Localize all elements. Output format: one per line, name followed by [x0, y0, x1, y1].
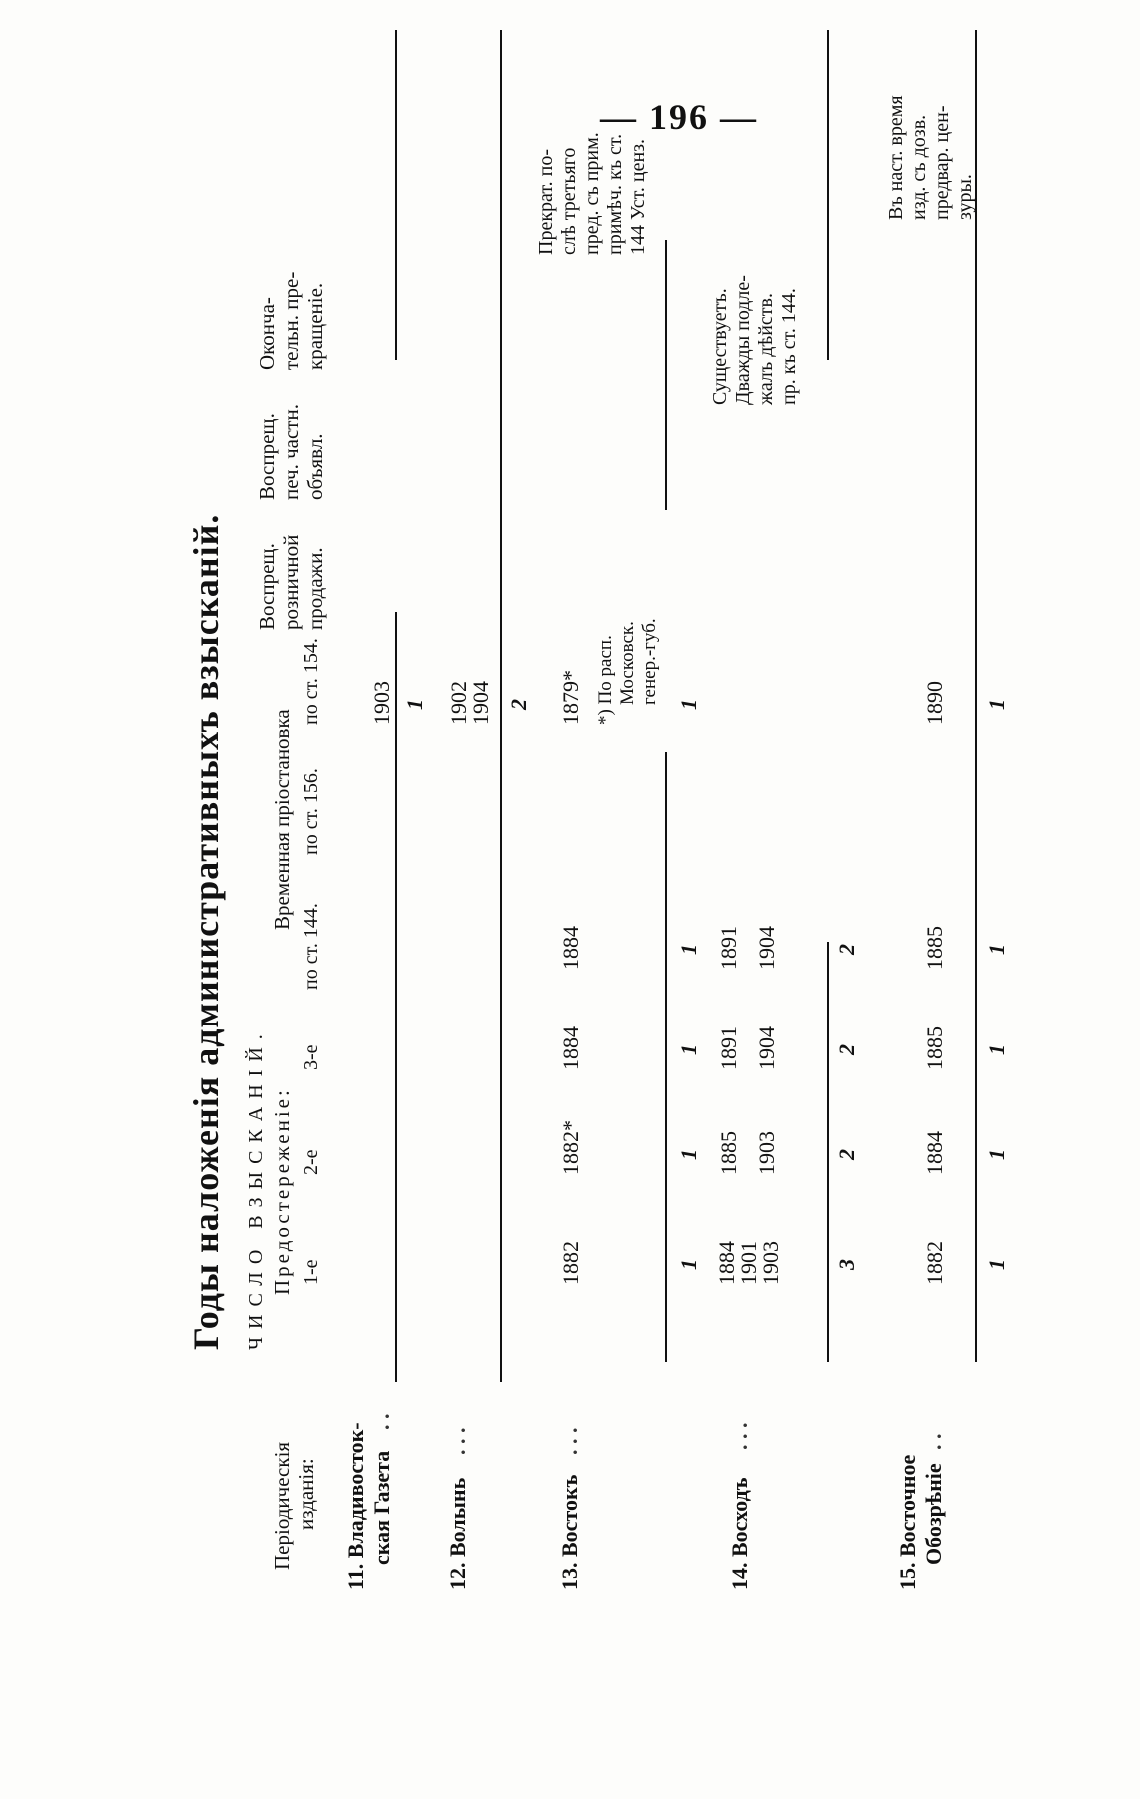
col-head-periodicals: [270, 1442, 318, 1570]
row-13-remark-5: 144 Уст. ценз.: [627, 138, 649, 255]
row-13-footnote-3: генер.-губ.: [639, 618, 660, 705]
row-14-count-w3: 2: [834, 1044, 859, 1055]
row-12-s154-b: 1904: [468, 681, 493, 725]
row-15-count-s144: 1: [984, 944, 1009, 955]
row-14-w1-b: 1901: [736, 1241, 761, 1285]
row-14-dots: . . .: [727, 1422, 752, 1450]
row-15-s144: 1885: [922, 926, 947, 970]
col-head-retail-line2: розничной: [279, 534, 303, 630]
row-15-count-w2: 1: [984, 1149, 1009, 1160]
table-title: Годы наложенія административныхъ взысканій.: [186, 513, 226, 1350]
row-15-s154: 1890: [922, 681, 947, 725]
row-13-rule: [665, 752, 667, 1362]
row-13-s154: 1879*: [558, 670, 583, 725]
row-13-count-s154: 1: [676, 699, 701, 710]
row-12-rule: [500, 30, 502, 1382]
row-14-s144-a: 1891: [716, 926, 741, 970]
col-head-private: [255, 404, 327, 500]
col-head-retail: [255, 535, 327, 630]
row-12-name: 12. Волынь: [445, 1477, 470, 1590]
row-14-remark-3: жалъ дѣйств.: [755, 293, 777, 405]
row-12-count-s154: 2: [506, 699, 531, 710]
row-13-w2: 1882*: [558, 1120, 583, 1175]
row-14-w3-a: 1891: [716, 1026, 741, 1070]
row-15-name-line2: Обозрѣніе: [921, 1463, 946, 1565]
col-head-private-line3: объявл.: [303, 433, 327, 500]
row-14-w3-b: 1904: [754, 1026, 779, 1070]
row-14-rule: [827, 942, 829, 1362]
col-head-private-line2: печ. частн.: [279, 404, 303, 500]
row-15-name-line1: 15. Восточное: [895, 1454, 920, 1590]
row-14-w2-a: 1885: [716, 1131, 741, 1175]
row-11-s154: 1903: [369, 681, 394, 725]
col-head-warnings: Предостереженіе:: [270, 1087, 294, 1295]
row-14-s144-b: 1904: [754, 926, 779, 970]
row-15-remark-2: изд. съ дозв.: [908, 114, 930, 220]
row-14-count-s144: 2: [834, 944, 859, 955]
col-head-periodicals-line2: изданія:: [294, 1458, 318, 1530]
row-14-name: 14. Восходъ: [727, 1477, 752, 1590]
row-14-rule-right: [827, 30, 829, 360]
row-15-w1: 1882: [922, 1241, 947, 1285]
row-14-w1-c: 1903: [758, 1241, 783, 1285]
col-head-s144: по ст. 144.: [300, 903, 322, 990]
row-11-rule-right: [395, 30, 397, 360]
row-13-s144: 1884: [558, 926, 583, 970]
col-head-retail-line3: продажи.: [303, 547, 327, 630]
row-15-dots: . .: [921, 1433, 946, 1450]
row-15-rule-right: [975, 30, 977, 360]
col-head-final: [255, 272, 327, 370]
row-13-w3: 1884: [558, 1026, 583, 1070]
row-13-remark-1: Прекрат. по-: [535, 149, 557, 255]
col-head-s156: по ст. 156.: [300, 768, 322, 855]
row-11-name-line2: ская Газета: [369, 1450, 394, 1565]
row-15-remark-3: предвар. цен-: [931, 105, 953, 220]
row-13-w1: 1882: [558, 1241, 583, 1285]
row-13-footnote-2: Московск.: [617, 621, 638, 705]
row-15-count-w1: 1: [984, 1259, 1009, 1270]
row-15-w3: 1885: [922, 1026, 947, 1070]
row-12-dots: . . .: [445, 1427, 470, 1455]
row-14-remark-2: Дважды подле-: [732, 275, 754, 405]
row-11-dots: . .: [369, 1413, 394, 1430]
col-head-s154: по ст. 154.: [300, 638, 322, 725]
page-number: — 196 —: [600, 97, 758, 137]
col-head-final-line1: Оконча-: [255, 297, 279, 370]
row-12-s154-a: 1902: [446, 681, 471, 725]
row-11-count-s154: 1: [402, 699, 427, 710]
row-13-dots: . . .: [557, 1427, 582, 1455]
col-head-w3: 3-е: [300, 1044, 322, 1070]
row-13-count-w2: 1: [676, 1149, 701, 1160]
col-head-w1: 1-е: [300, 1259, 322, 1285]
col-head-final-line3: кращеніе.: [303, 282, 327, 370]
row-13-count-w1: 1: [676, 1259, 701, 1270]
row-14-count-w1: 3: [834, 1259, 859, 1270]
row-13-remark-2: слѣ третьяго: [558, 147, 580, 255]
row-15-count-w3: 1: [984, 1044, 1009, 1055]
row-15-w2: 1884: [922, 1131, 947, 1175]
row-11-name-line1: 11. Владивосток-: [343, 1422, 368, 1590]
row-13-count-w3: 1: [676, 1044, 701, 1055]
row-14-count-w2: 2: [834, 1149, 859, 1160]
row-14-w2-b: 1903: [754, 1131, 779, 1175]
col-head-periodicals-line1: Періодическія: [270, 1441, 294, 1570]
table-subtitle: ЧИСЛО ВЗЫСКАНІЙ.: [245, 1026, 267, 1350]
row-13-count-s144: 1: [676, 944, 701, 955]
row-13-remark-3: пред. съ прим.: [581, 132, 603, 255]
row-14-remark-1: Существуетъ.: [709, 288, 731, 405]
col-head-final-line2: тельн. пре-: [279, 271, 303, 370]
row-14-remark-4: пр. къ ст. 144.: [778, 288, 800, 405]
col-head-suspension: Временная пріостановка: [270, 709, 294, 930]
col-head-retail-line1: Воспрещ.: [255, 543, 279, 630]
row-14-w1-a: 1884: [714, 1241, 739, 1285]
row-13-footnote-1: *) По расп.: [595, 635, 616, 725]
row-11-rule: [395, 612, 397, 1382]
col-head-w2: 2-е: [300, 1149, 322, 1175]
row-13-name: 13. Востокъ: [557, 1474, 582, 1590]
row-15-remark-1: Въ наст. время: [885, 95, 907, 220]
row-13-rule-right: [665, 240, 667, 510]
col-head-private-line1: Воспрещ.: [255, 413, 279, 500]
row-15-remark-4: зуры.: [954, 174, 976, 220]
row-13-remark-4: примѣч. къ ст.: [604, 133, 626, 255]
row-15-count-s154: 1: [984, 699, 1009, 710]
row-15-rule: [975, 252, 977, 1362]
rotated-table: [186, 30, 1140, 1590]
